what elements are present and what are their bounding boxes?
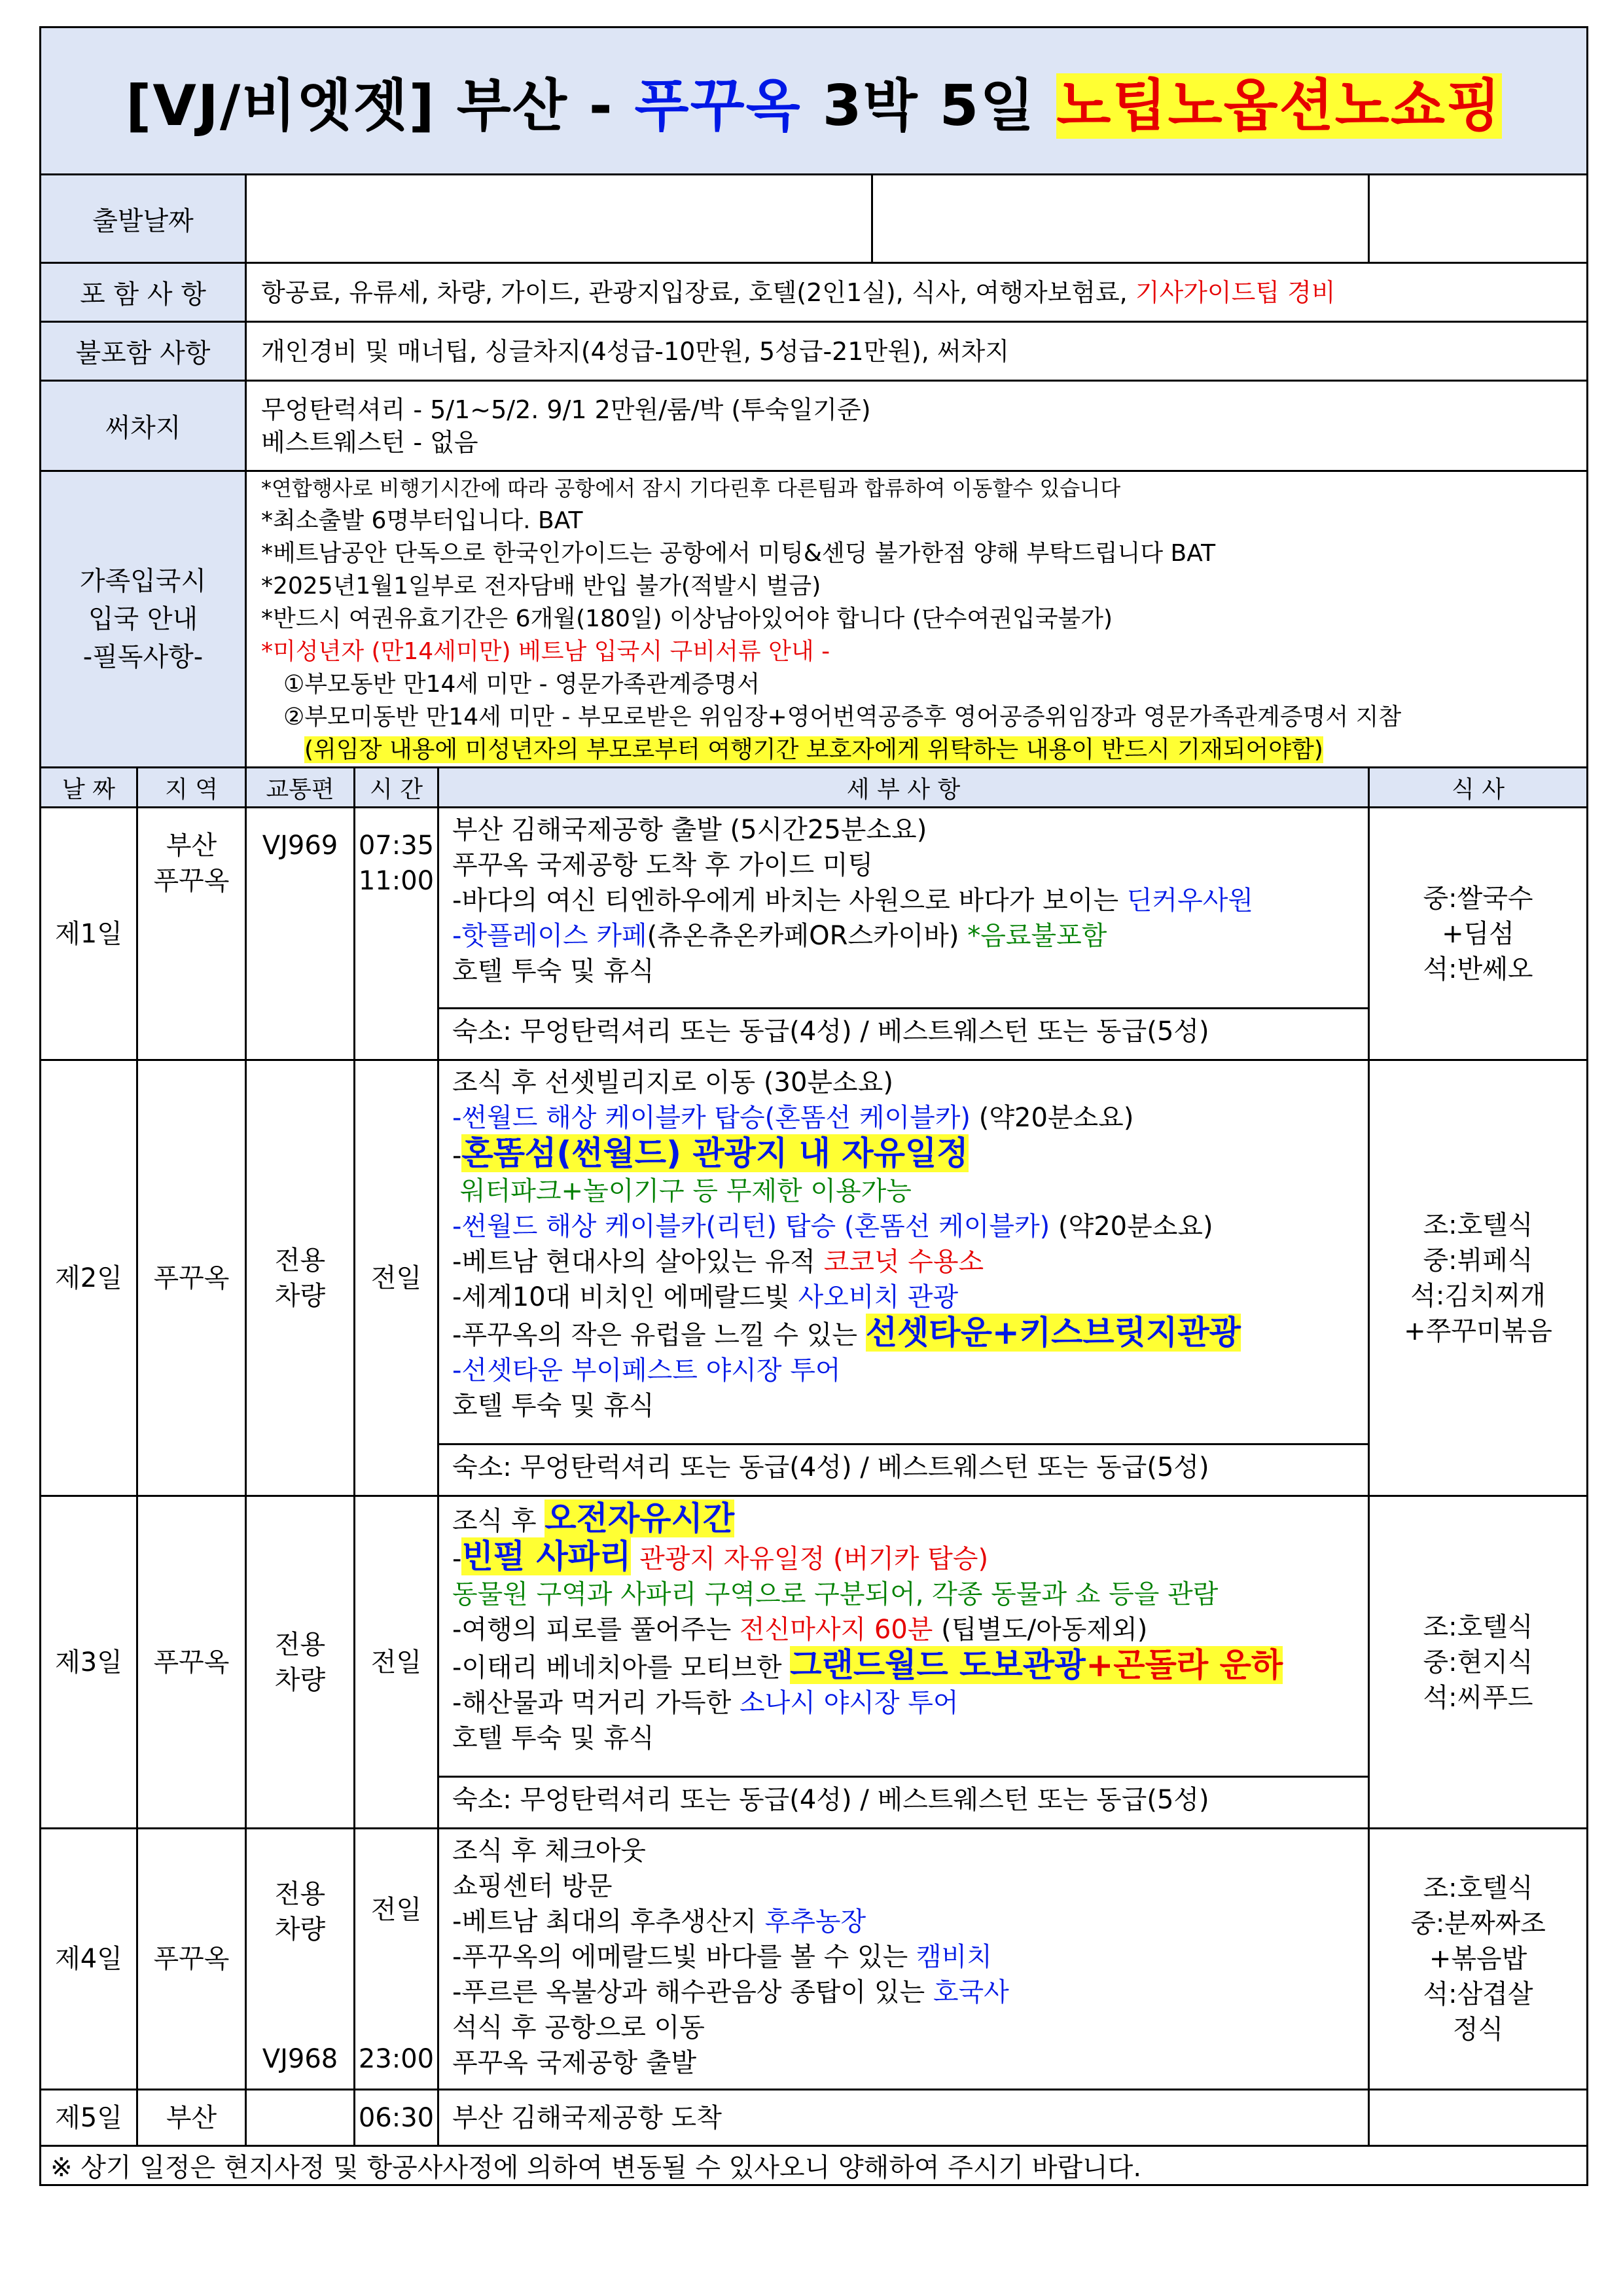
day-3-meals: 조:호텔식 중:현지식 석:씨푸드: [1369, 1496, 1588, 1829]
day-row-5: 제5일 부산 06:30 부산 김해국제공항 도착: [41, 2090, 1588, 2146]
title-badge: 노팁노옵션노쇼핑: [1056, 73, 1503, 139]
day-3-details: 조식 후 오전자유시간 -빈펄 사파리 관광지 자유일정 (버기카 탑승) 동물원 구역과 사파리 구역으로 구분되어, 각종 동물과 쇼 등을 관람 -여행의 피로를 풀어주는 전신마사지 60분 (팁별도/아동제외) -이태리 베네치아를 모티브한 그랜드월드 도보관광+곤돌라 운하 -해산물과 먹거리 가득한 소나시 야시장 투어 호텔 투숙 및 휴식 숙소: 무엉탄럭셔리 또는 동급(4성) / 베스트웨스턴 또는 동급(5성): [438, 1496, 1369, 1829]
day-row-1: 제1일 부산 푸꾸옥 VJ969 07:35 11:00 부산 김해국제공항 출발 (5시간25분소요) 푸꾸옥 국제공항 도착 후 가이드 미팅 -바다의 여신 티엔하우에게 바치는 사원으로 바다가 보이는 딘커우사원 -핫플레이스 카페(츄온츄온카페OR스카이바) *음료불포함 호텔 투숙 및 휴식 숙소: 무엉탄럭셔리 또는 동급(4성) / 베스트웨스턴 또는 동급(5성) 중:쌀국수 +딤섬 석:반쎄오: [41, 808, 1588, 1060]
col-transport: 교통편: [246, 768, 355, 808]
itinerary-document: [39, 26, 1586, 2186]
col-time: 시 간: [355, 768, 438, 808]
excludes-label: 불포함 사항: [41, 322, 246, 381]
surcharge-label: 써차지: [41, 381, 246, 471]
day-row-4: 제4일 푸꾸옥 전용 차량 VJ968 전일 23:00 조식 후 체크아웃 쇼핑센터 방문 -베트남 최대의 후추생산지 후추농장 -푸꾸옥의 에메랄드빛 바다를 볼 수 있는 캠비치 -푸르른 옥불상과 해수관음상 종탑이 있는 호국사 석식 후 공항으로 이동 푸꾸옥 국제공항 출발 조:호텔식 중:분짜짜조 +볶음밥 석:삼겹살 정식: [41, 1829, 1588, 2090]
includes-text: 항공료, 유류세, 차량, 가이드, 관광지입장료, 호텔(2인1실), 식사, 여행자보험료, 기사가이드팁 경비: [246, 263, 1588, 322]
day-1-meals: 중:쌀국수 +딤섬 석:반쎄오: [1369, 808, 1588, 1060]
col-region: 지 역: [137, 768, 246, 808]
col-meals: 식 사: [1369, 768, 1588, 808]
day-row-3: 제3일 푸꾸옥 전용 차량 전일 조식 후 오전자유시간 -빈펄 사파리 관광지 자유일정 (버기카 탑승) 동물원 구역과 사파리 구역으로 구분되어, 각종 동물과 쇼 등을 관람 -여행의 피로를 풀어주는 전신마사지 60분 (팁별도/아동제외) -이태리 베네치아를 모티브한 그랜드월드 도보관광+곤돌라 운하 -해산물과 먹거리 가득한 소나시 야시장 투어 호텔 투숙 및 휴식 숙소: 무엉탄럭셔리 또는 동급(4성) / 베스트웨스턴 또는 동급(5성) 조:호텔식 중:현지식 석:씨푸드: [41, 1496, 1588, 1829]
page-title: [41, 27, 1588, 175]
departure-label: 출발날짜: [41, 175, 246, 263]
day-2-details: 조식 후 선셋빌리지로 이동 (30분소요) -썬월드 해상 케이블카 탑승(혼똠선 케이블카) (약20분소요) -혼똠섬(썬월드) 관광지 내 자유일정 워터파크+놀이기구 등 무제한 이용가능 -썬월드 해상 케이블카(리턴) 탑승 (혼똠선 케이블카) (약20분소요) -베트남 현대사의 살아있는 유적 코코넛 수용소 -세계10대 비치인 에메랄드빛 사오비치 관광 -푸꾸옥의 작은 유럽을 느낄 수 있는 선셋타운+키스브릿지관광 -선셋타운 부이페스트 야시장 투어 호텔 투숙 및 휴식 숙소: 무엉탄럭셔리 또는 동급(4성) / 베스트웨스턴 또는 동급(5성): [438, 1060, 1369, 1496]
title-duration: 3박 5일: [801, 73, 1057, 139]
title-prefix: [VJ/비엣젯] 부산 -: [126, 73, 635, 139]
surcharge-text: 무엉탄럭셔리 - 5/1~5/2. 9/1 2만원/룸/박 (투숙일기준) 베스트웨스턴 - 없음: [246, 381, 1588, 471]
col-details: 세 부 사 항: [438, 768, 1369, 808]
departure-date-extra: [1369, 175, 1588, 263]
entry-notice-label: 가족입국시 입국 안내 -필독사항-: [41, 471, 246, 768]
day-1-accommodation: 숙소: 무엉탄럭셔리 또는 동급(4성) / 베스트웨스턴 또는 동급(5성): [439, 1007, 1368, 1054]
col-date: 날 짜: [41, 768, 137, 808]
title-destination: 푸꾸옥: [634, 73, 802, 139]
day-2-meals: 조:호텔식 중:뷔페식 석:김치찌개 +쭈꾸미볶음: [1369, 1060, 1588, 1496]
footer-notice: ※ 상기 일정은 현지사정 및 항공사사정에 의하여 변동될 수 있사오니 양해하여 주시기 바랍니다.: [41, 2146, 1588, 2185]
excludes-text: 개인경비 및 매너팁, 싱글차지(4성급-10만원, 5성급-21만원), 써차지: [246, 322, 1588, 381]
day-row-2: 제2일 푸꾸옥 전용 차량 전일 조식 후 선셋빌리지로 이동 (30분소요) -썬월드 해상 케이블카 탑승(혼똠선 케이블카) (약20분소요) -혼똠섬(썬월드) 관광지 내 자유일정 워터파크+놀이기구 등 무제한 이용가능 -썬월드 해상 케이블카(리턴) 탑승 (혼똠선 케이블카) (약20분소요) -베트남 현대사의 살아있는 유적 코코넛 수용소 -세계10대 비치인 에메랄드빛 사오비치 관광 -푸꾸옥의 작은 유럽을 느낄 수 있는 선셋타운+키스브릿지관광 -선셋타운 부이페스트 야시장 투어 호텔 투숙 및 휴식 숙소: 무엉탄럭셔리 또는 동급(4성) / 베스트웨스턴 또는 동급(5성) 조:호텔식 중:뷔페식 석:김치찌개 +쭈꾸미볶음: [41, 1060, 1588, 1496]
day-3-accommodation: 숙소: 무엉탄럭셔리 또는 동급(4성) / 베스트웨스턴 또는 동급(5성): [439, 1776, 1368, 1822]
departure-date-field[interactable]: [246, 175, 1369, 263]
entry-notice-text: *연합행사로 비행기시간에 따라 공항에서 잠시 기다린후 다른팀과 합류하여 이동할수 있습니다 *최소출발 6명부터입니다. BAT *베트남공안 단독으로 한국인가이드는 공항에서 미팅&센딩 불가한점 양해 부탁드립니다 BAT *2025년1월1일부로 전자담배 반입 불가(적발시 벌금) *반드시 여권유효기간은 6개월(180일) 이상남아있어야 합니다 (단수여권입국불가) *미성년자 (만14세미만) 베트남 입국시 구비서류 안내 - ①부모동반 만14세 미만 - 영문가족관계증명서 ②부모미동반 만14세 미만 - 부모로받은 위임장+영어번역공증후 영어공증위임장과 영문가족관계증명서 지참 (위임장 내용에 미성년자의 부모로부터 여행기간 보호자에게 위탁하는 내용이 반드시 기재되어야함): [246, 471, 1588, 768]
day-2-accommodation: 숙소: 무엉탄럭셔리 또는 동급(4성) / 베스트웨스턴 또는 동급(5성): [439, 1443, 1368, 1490]
day-5-details: 부산 김해국제공항 도착: [438, 2090, 1369, 2146]
day-1-details: 부산 김해국제공항 출발 (5시간25분소요) 푸꾸옥 국제공항 도착 후 가이드 미팅 -바다의 여신 티엔하우에게 바치는 사원으로 바다가 보이는 딘커우사원 -핫플레이스 카페(츄온츄온카페OR스카이바) *음료불포함 호텔 투숙 및 휴식 숙소: 무엉탄럭셔리 또는 동급(4성) / 베스트웨스턴 또는 동급(5성): [438, 808, 1369, 1060]
day-4-meals: 조:호텔식 중:분짜짜조 +볶음밥 석:삼겹살 정식: [1369, 1829, 1588, 2090]
itinerary-table: [39, 26, 1588, 2186]
includes-label: 포 함 사 항: [41, 263, 246, 322]
day-4-details: 조식 후 체크아웃 쇼핑센터 방문 -베트남 최대의 후추생산지 후추농장 -푸꾸옥의 에메랄드빛 바다를 볼 수 있는 캠비치 -푸르른 옥불상과 해수관음상 종탑이 있는 호국사 석식 후 공항으로 이동 푸꾸옥 국제공항 출발: [438, 1829, 1369, 2090]
